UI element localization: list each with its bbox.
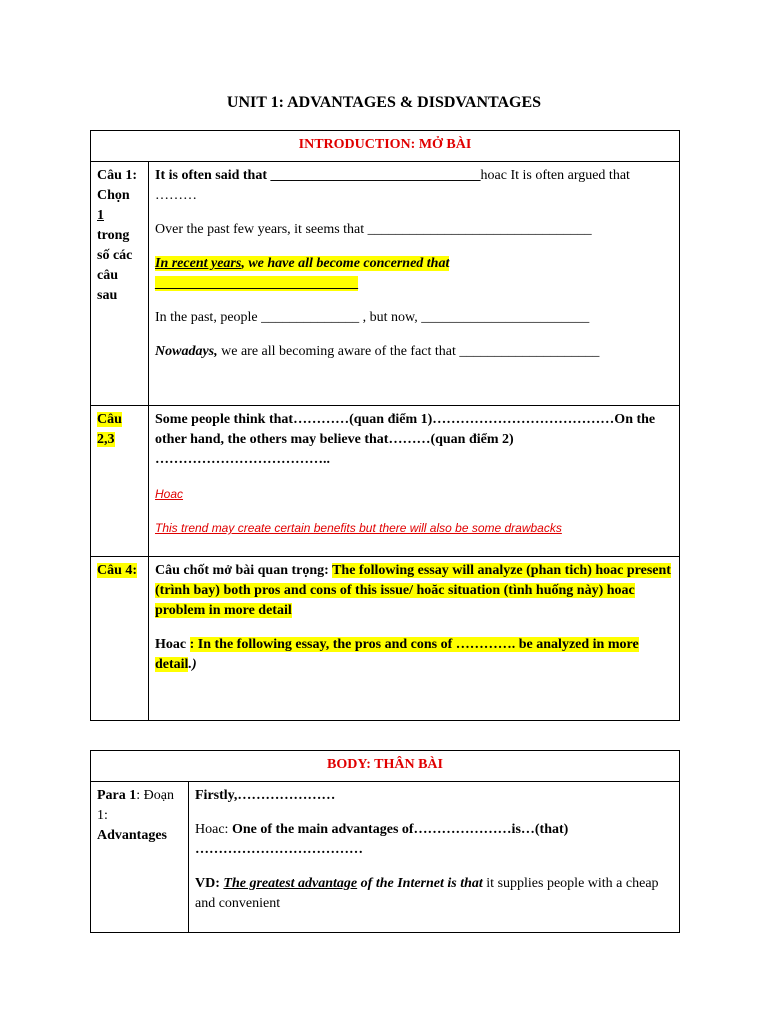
- opinion-sentence: Some people think that…………(quan điểm 1)…………………………………On the other hand, the others may believe that………(quan điểm 2) ………………………………..: [155, 412, 656, 467]
- example-sentence: VD: The greatest advantage of the Internet is that it supplies people with a cheap and convenient: [195, 876, 659, 911]
- thesis-sentence: Câu chốt mở bài quan trọng: The following essay will analyze (phan tich) hoac present (trình bay) both pros and cons of this issue/ hoăc situation (tình huống này) hoac problem in more detail: [155, 563, 671, 618]
- document-title: UNIT 1: ADVANTAGES & DISDVANTAGES: [226, 94, 542, 111]
- sentence-option-5: Nowadays, we are all becoming aware of the fact that ____________________: [155, 344, 600, 359]
- sentence-option-3: In recent years, we have all become concerned that _____________________________: [155, 256, 450, 291]
- row-label-cau-4: Câu 4:: [91, 557, 149, 721]
- thesis-alternative: Hoac : In the following essay, the pros and cons of …………. be analyzed in more detail.): [155, 637, 639, 672]
- trend-sentence: This trend may create certain benefits but there will also be some drawbacks: [155, 521, 562, 535]
- row-content-cau-4: [149, 557, 680, 721]
- main-advantage-sentence: Hoac: One of the main advantages of…………………is…(that) ………………………………: [195, 822, 569, 857]
- or-label: Hoac: [155, 487, 184, 501]
- sentence-option-2: Over the past few years, it seems that ________________________________: [155, 222, 592, 237]
- introduction-header: INTRODUCTION: MỞ BÀI: [91, 131, 680, 162]
- body-table: [90, 750, 680, 933]
- sentence-option-4: In the past, people ______________ , but now, ________________________: [155, 310, 590, 325]
- row-label-para-1: Para 1: Đoạn 1: Advantages: [91, 782, 189, 933]
- row-content-cau-2-3: [149, 406, 680, 557]
- body-header: BODY: THÂN BÀI: [91, 751, 680, 782]
- row-content-cau-1: [149, 162, 680, 406]
- sentence-option-1: It is often said that ______________________________hoac It is often argued that ………: [155, 168, 630, 203]
- row-label-cau-1: Câu 1: Chọn 1 trong số các câu sau: [91, 162, 149, 406]
- introduction-table: [90, 130, 680, 721]
- row-label-cau-2-3: Câu 2,3: [91, 406, 149, 557]
- firstly-sentence: Firstly,…………………: [195, 788, 336, 803]
- row-content-para-1: [189, 782, 680, 933]
